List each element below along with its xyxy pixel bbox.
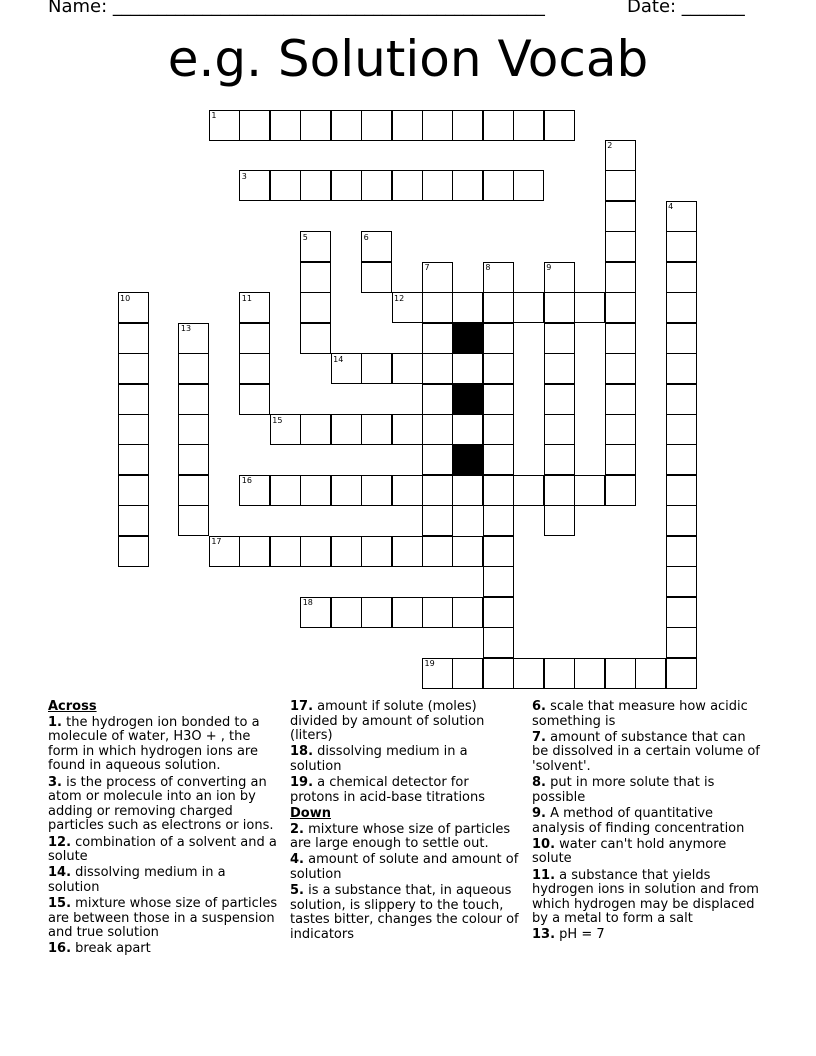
grid-cell[interactable] (666, 597, 697, 628)
grid-cell[interactable] (544, 353, 575, 384)
clue (532, 731, 764, 775)
grid-cell[interactable] (666, 658, 697, 689)
grid-cell[interactable] (422, 475, 453, 506)
grid-cell[interactable] (178, 353, 209, 384)
grid-cell[interactable] (452, 536, 483, 567)
clue-number-label: 9. (532, 805, 546, 821)
grid-cell[interactable] (605, 170, 636, 201)
grid-cell[interactable] (483, 566, 514, 597)
grid-cell[interactable] (574, 658, 605, 689)
grid-cell[interactable] (422, 170, 453, 201)
grid-cell[interactable] (331, 353, 362, 384)
grid-cell[interactable] (270, 414, 301, 445)
grid-cell[interactable] (361, 170, 392, 201)
clue (532, 869, 764, 927)
grid-cell[interactable] (118, 353, 149, 384)
grid-cell[interactable] (513, 292, 544, 323)
clue (48, 897, 280, 941)
grid-cell[interactable] (331, 536, 362, 567)
clue-text: amount of substance that can be dissolved in a certain volume of 'solvent'. (532, 729, 760, 774)
grid-cell[interactable] (452, 170, 483, 201)
grid-cell[interactable] (270, 475, 301, 506)
grid-cell[interactable] (178, 323, 209, 354)
grid-cell[interactable] (483, 323, 514, 354)
grid-cell[interactable] (605, 292, 636, 323)
grid-cell[interactable] (178, 414, 209, 445)
grid-cell[interactable] (452, 658, 483, 689)
grid-cell[interactable] (422, 597, 453, 628)
grid-cell[interactable] (422, 444, 453, 475)
grid-cell[interactable] (513, 110, 544, 141)
grid-cell[interactable] (392, 475, 423, 506)
grid-cell[interactable] (118, 323, 149, 354)
grid-cell[interactable] (605, 323, 636, 354)
grid-cell[interactable] (574, 475, 605, 506)
clue-number: 1 (211, 111, 217, 120)
clue-text: a chemical detector for protons in acid-base titrations (290, 775, 486, 805)
grid-cell[interactable] (361, 475, 392, 506)
grid-cell[interactable] (239, 475, 270, 506)
grid-cell[interactable] (605, 353, 636, 384)
grid-cell[interactable] (483, 475, 514, 506)
grid-cell[interactable] (605, 140, 636, 171)
grid-cell[interactable] (666, 201, 697, 232)
grid-cell[interactable] (422, 658, 453, 689)
grid-cell[interactable] (392, 353, 423, 384)
grid-cell[interactable] (422, 414, 453, 445)
black-square (452, 384, 483, 415)
clue-number: 3 (241, 171, 247, 181)
clue-text: combination of a solvent and a solute (48, 834, 277, 865)
clue-number: 12 (394, 293, 405, 303)
clue (48, 866, 280, 895)
clue-number: 15 (272, 415, 283, 425)
clue (532, 807, 764, 836)
clue-text: amount of solute and amount of solution (290, 852, 519, 882)
clue (532, 838, 764, 867)
clue-number-label: 7. (532, 729, 546, 745)
grid-cell[interactable] (544, 414, 575, 445)
clue (48, 716, 280, 774)
clue (290, 700, 522, 744)
grid-cell[interactable] (239, 384, 270, 415)
grid-cell[interactable] (483, 597, 514, 628)
down-heading: Down (290, 805, 331, 821)
grid-cell[interactable] (239, 292, 270, 323)
clue (290, 823, 522, 852)
clue (532, 700, 764, 729)
grid-cell[interactable] (544, 262, 575, 293)
grid-cell[interactable] (118, 475, 149, 506)
grid-cell[interactable] (666, 384, 697, 415)
grid-cell[interactable] (118, 414, 149, 445)
grid-cell[interactable] (452, 414, 483, 445)
clue-column-2 (290, 700, 522, 944)
grid-cell[interactable] (331, 110, 362, 141)
clue-number: 11 (241, 293, 252, 303)
clue-number: 8 (485, 263, 491, 273)
grid-cell[interactable] (544, 110, 575, 141)
clue-number-label: 10. (532, 836, 556, 852)
grid-cell[interactable] (209, 110, 240, 141)
grid-cell[interactable] (361, 110, 392, 141)
grid-cell[interactable] (118, 444, 149, 475)
clue-text: pH = 7 (555, 927, 605, 943)
grid-cell[interactable] (239, 323, 270, 354)
clue-number-label: 1. (48, 714, 62, 730)
grid-cell[interactable] (118, 505, 149, 536)
grid-cell[interactable] (544, 384, 575, 415)
clue-number: 5 (302, 232, 308, 242)
clue-text: break apart (71, 941, 151, 957)
grid-cell[interactable] (452, 597, 483, 628)
grid-cell[interactable] (666, 323, 697, 354)
grid-cell[interactable] (300, 292, 331, 323)
clue-number-label: 19. (290, 775, 314, 791)
clue (48, 776, 280, 834)
grid-cell[interactable] (361, 231, 392, 262)
grid-cell[interactable] (118, 384, 149, 415)
grid-cell[interactable] (209, 536, 240, 567)
clue-number-label: 13. (532, 927, 556, 943)
grid-cell[interactable] (239, 536, 270, 567)
grid-cell[interactable] (666, 262, 697, 293)
clue-number: 18 (302, 598, 313, 608)
grid-cell[interactable] (605, 262, 636, 293)
grid-cell[interactable] (422, 505, 453, 536)
grid-cell[interactable] (300, 110, 331, 141)
clue-number-label: 3. (48, 774, 62, 790)
grid-cell[interactable] (666, 353, 697, 384)
grid-cell[interactable] (483, 292, 514, 323)
grid-cell[interactable] (178, 444, 209, 475)
clue-text: water can't hold anymore solute (532, 836, 727, 867)
grid-cell[interactable] (239, 170, 270, 201)
grid-cell[interactable] (483, 110, 514, 141)
grid-cell[interactable] (361, 262, 392, 293)
grid-cell[interactable] (331, 414, 362, 445)
page-title: e.g. Solution Vocab (167, 30, 649, 88)
clue-number-label: 18. (290, 744, 314, 760)
date-field[interactable]: Date: _______ (627, 0, 745, 17)
clue-text: dissolving medium in a solution (48, 865, 226, 895)
grid-cell[interactable] (392, 414, 423, 445)
clue-number-label: 17. (290, 699, 314, 714)
grid-cell[interactable] (605, 414, 636, 445)
grid-cell[interactable] (666, 231, 697, 262)
grid-cell[interactable] (422, 292, 453, 323)
grid-cell[interactable] (178, 505, 209, 536)
grid-cell[interactable] (331, 170, 362, 201)
grid-cell[interactable] (300, 262, 331, 293)
clue-number-label: 2. (290, 821, 304, 837)
grid-cell[interactable] (361, 353, 392, 384)
grid-cell[interactable] (513, 658, 544, 689)
clue-text: a substance that yields hydrogen ions in solution and from which hydrogen may be displaced by a metal to form a salt (532, 867, 759, 927)
clue-number: 10 (120, 293, 131, 303)
clue-text: amount if solute (moles) divided by amount of solution (liters) (290, 699, 485, 744)
grid-cell[interactable] (118, 536, 149, 567)
clue-number-label: 15. (48, 896, 72, 912)
clue (290, 776, 522, 805)
grid-cell[interactable] (331, 475, 362, 506)
grid-cell[interactable] (361, 414, 392, 445)
grid-cell[interactable] (300, 475, 331, 506)
clue-text: mixture whose size of particles are between those in a suspension and true solution (48, 896, 278, 941)
clue-number-label: 16. (48, 941, 72, 957)
grid-cell[interactable] (605, 384, 636, 415)
clue (532, 928, 764, 943)
clue-text: is a substance that, in aqueous solution, is slippery to the touch, tastes bitter, changes the colour of indicators (290, 883, 519, 942)
grid-cell[interactable] (422, 262, 453, 293)
clue-number-label: 14. (48, 865, 72, 881)
grid-cell[interactable] (270, 110, 301, 141)
grid-cell[interactable] (483, 384, 514, 415)
across-heading: Across (48, 699, 97, 714)
grid-cell[interactable] (513, 170, 544, 201)
grid-cell[interactable] (574, 292, 605, 323)
grid-cell[interactable] (483, 353, 514, 384)
grid-cell[interactable] (483, 262, 514, 293)
clue-number: 16 (241, 476, 252, 486)
clue-number: 19 (424, 659, 435, 669)
clue (48, 836, 280, 865)
grid-cell[interactable] (422, 110, 453, 141)
grid-cell[interactable] (666, 566, 697, 597)
grid-cell[interactable] (452, 292, 483, 323)
grid-cell[interactable] (300, 414, 331, 445)
grid-cell[interactable] (483, 444, 514, 475)
grid-cell[interactable] (544, 658, 575, 689)
grid-cell[interactable] (361, 536, 392, 567)
clue (290, 745, 522, 774)
grid-cell[interactable] (666, 292, 697, 323)
grid-cell[interactable] (392, 597, 423, 628)
grid-cell[interactable] (513, 475, 544, 506)
clue-column-3 (532, 700, 764, 945)
clue (48, 942, 280, 957)
grid-cell[interactable] (483, 414, 514, 445)
black-square (452, 444, 483, 475)
clue-column-1 (48, 700, 280, 959)
grid-cell[interactable] (666, 475, 697, 506)
grid-cell[interactable] (300, 597, 331, 628)
clue-text: is the process of converting an atom or molecule into an ion by adding or removing charged particles such as electrons or ions. (48, 774, 274, 834)
grid-cell[interactable] (666, 627, 697, 658)
clue-number-label: 6. (532, 699, 546, 714)
grid-cell[interactable] (483, 505, 514, 536)
black-square (452, 323, 483, 354)
grid-cell[interactable] (605, 231, 636, 262)
grid-cell[interactable] (239, 353, 270, 384)
clue (290, 884, 522, 942)
clue-number-label: 4. (290, 852, 304, 868)
grid-cell[interactable] (392, 170, 423, 201)
grid-cell[interactable] (422, 384, 453, 415)
grid-cell[interactable] (331, 597, 362, 628)
clue-number: 9 (546, 263, 552, 273)
clue-text: mixture whose size of particles are large enough to settle out. (290, 821, 511, 852)
grid-cell[interactable] (605, 658, 636, 689)
clue-number: 13 (180, 324, 192, 334)
clue (532, 776, 764, 805)
grid-cell[interactable] (544, 292, 575, 323)
grid-cell[interactable] (361, 597, 392, 628)
grid-cell[interactable] (392, 110, 423, 141)
clue-text: the hydrogen ion bonded to a molecule of water, H3O + , the form in which hydrogen ions are found in aqueous solution. (48, 714, 260, 774)
clue-number: 4 (668, 202, 674, 212)
grid-cell[interactable] (544, 475, 575, 506)
clue-number-label: 5. (290, 883, 304, 899)
grid-cell[interactable] (605, 444, 636, 475)
grid-cell[interactable] (544, 323, 575, 354)
clue-number: 2 (607, 141, 613, 151)
grid-cell[interactable] (452, 475, 483, 506)
grid-cell[interactable] (452, 110, 483, 141)
grid-cell[interactable] (666, 505, 697, 536)
grid-cell[interactable] (300, 170, 331, 201)
grid-cell[interactable] (392, 292, 423, 323)
clue-number-label: 11. (532, 867, 556, 883)
grid-cell[interactable] (605, 201, 636, 232)
grid-cell[interactable] (635, 658, 666, 689)
grid-cell[interactable] (178, 384, 209, 415)
grid-cell[interactable] (666, 414, 697, 445)
grid-cell[interactable] (483, 170, 514, 201)
clue-number: 7 (424, 263, 430, 273)
clue (290, 853, 522, 882)
grid-cell[interactable] (544, 505, 575, 536)
grid-cell[interactable] (483, 536, 514, 567)
grid-cell[interactable] (605, 475, 636, 506)
grid-cell[interactable] (666, 536, 697, 567)
grid-cell[interactable] (300, 323, 331, 354)
clue-text: scale that measure how acidic something is (532, 699, 748, 729)
grid-cell[interactable] (483, 658, 514, 689)
grid-cell[interactable] (239, 110, 270, 141)
grid-cell[interactable] (483, 627, 514, 658)
grid-cell[interactable] (392, 536, 423, 567)
clue-number: 17 (211, 537, 222, 547)
grid-cell[interactable] (300, 231, 331, 262)
clue-number: 14 (333, 354, 344, 364)
grid-cell[interactable] (666, 444, 697, 475)
grid-cell[interactable] (422, 536, 453, 567)
name-field[interactable]: Name: ________________________________________________ (48, 0, 545, 17)
grid-cell[interactable] (452, 353, 483, 384)
grid-cell[interactable] (178, 475, 209, 506)
grid-cell[interactable] (118, 292, 149, 323)
grid-cell[interactable] (544, 444, 575, 475)
clue-text: A method of quantitative analysis of finding concentration (532, 805, 745, 836)
clue-text: dissolving medium in a solution (290, 744, 468, 774)
clue-text: put in more solute that is possible (532, 775, 715, 805)
grid-cell[interactable] (270, 170, 301, 201)
grid-cell[interactable] (422, 353, 453, 384)
clue-number-label: 12. (48, 834, 72, 850)
grid-cell[interactable] (300, 536, 331, 567)
grid-cell[interactable] (270, 536, 301, 567)
clue-number-label: 8. (532, 775, 546, 791)
clue-number: 6 (363, 232, 369, 242)
grid-cell[interactable] (422, 323, 453, 354)
